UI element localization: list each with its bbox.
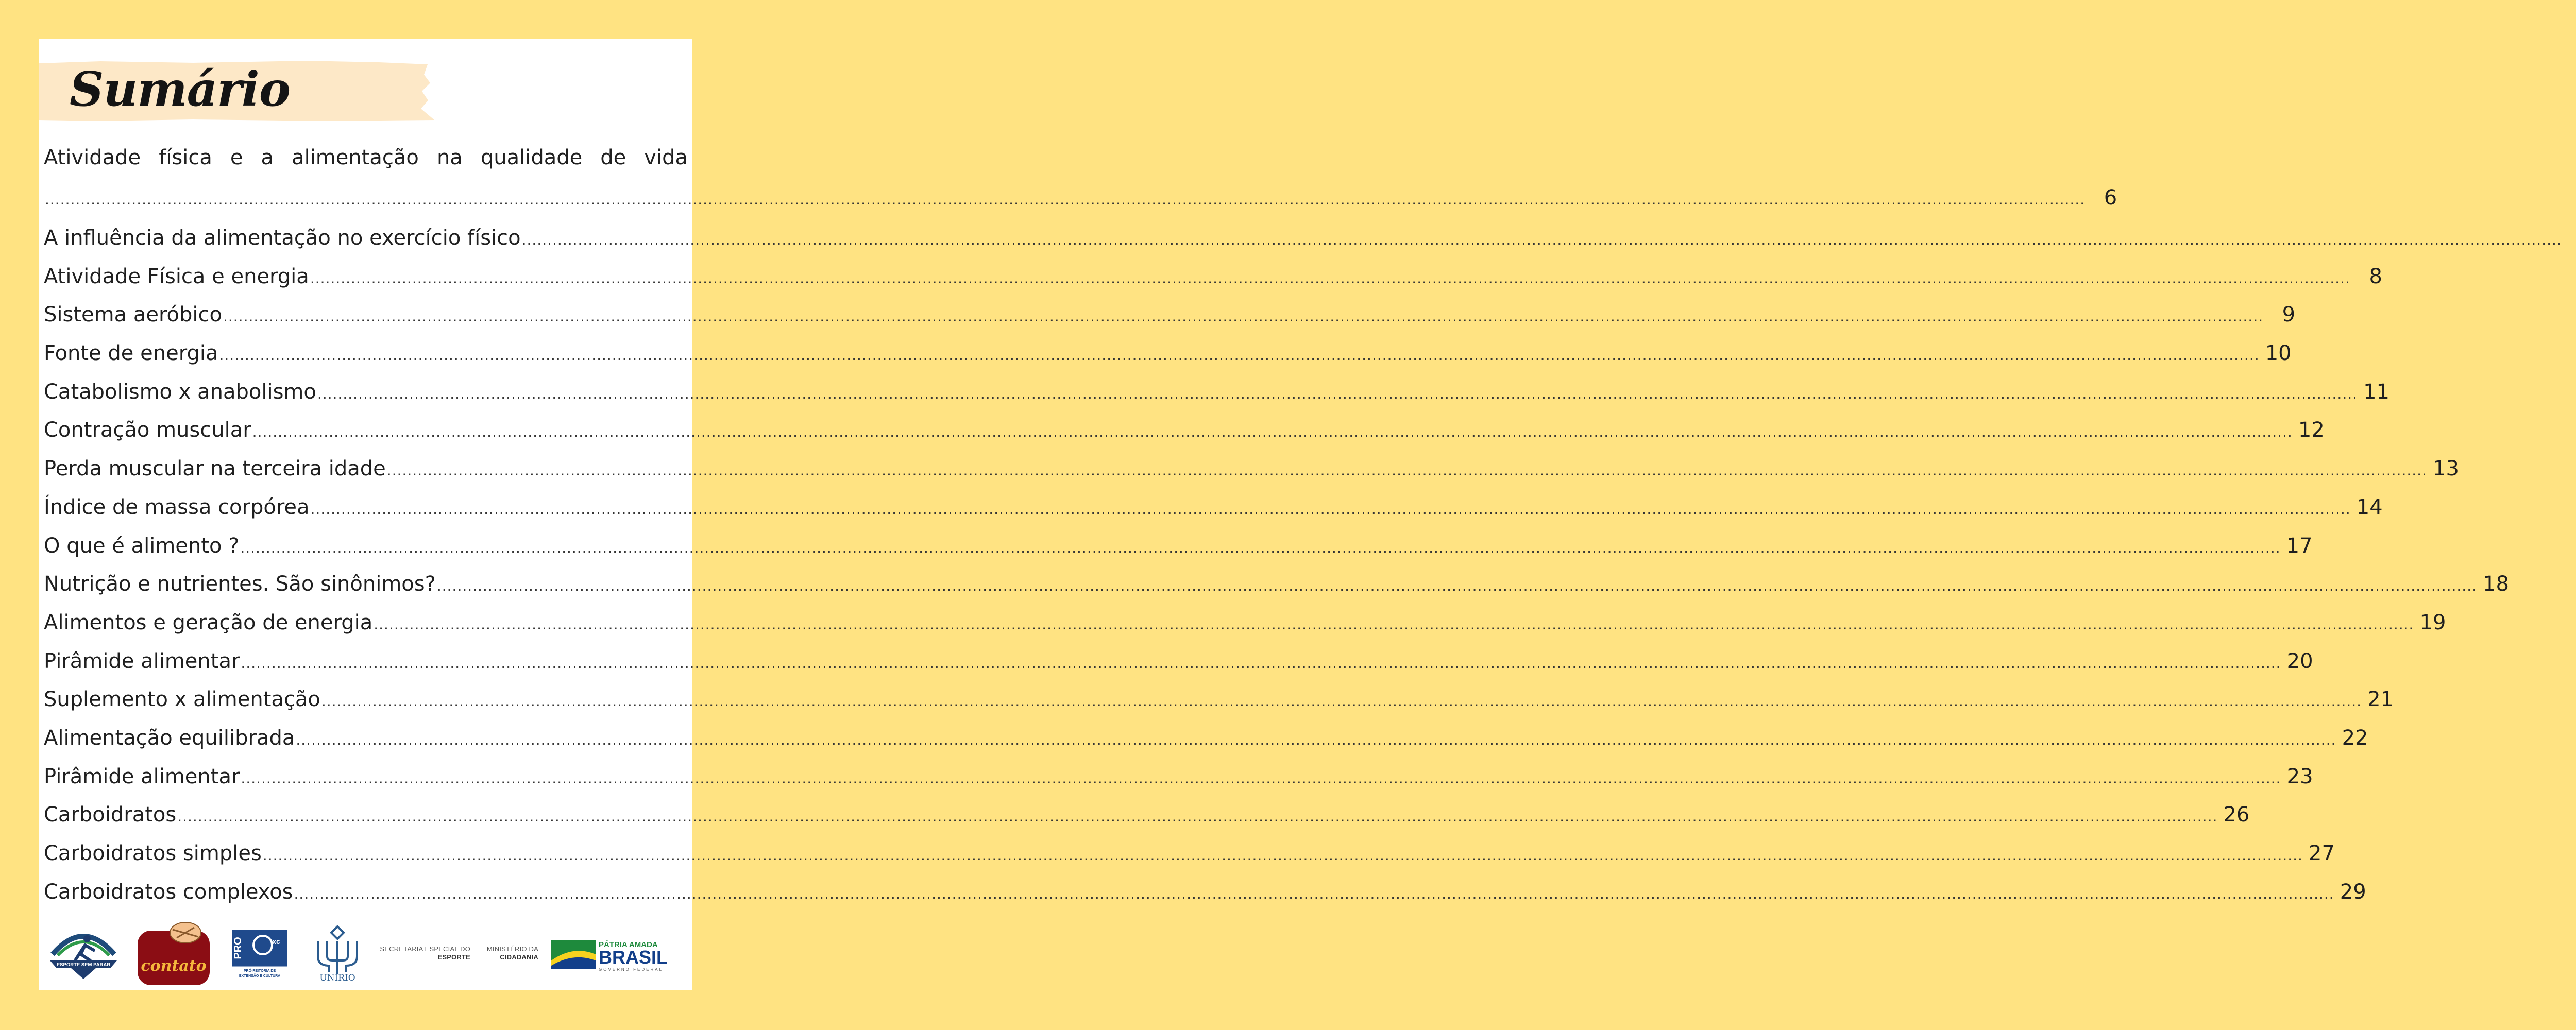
toc-leader-dots: ................................................................................................................................................................................................................................................................................................................................................................................................................ <box>317 385 2358 402</box>
toc-leader-dots: ................................................................................................................................................................................................................................................................................................................................................................................................................ <box>294 885 2334 902</box>
toc-entry[interactable] <box>44 418 2325 457</box>
toc-leader-dots: ................................................................................................................................................................................................................................................................................................................................................................................................................ <box>241 769 2281 787</box>
toc-page-number: 6 <box>2104 186 2117 210</box>
toc-entry[interactable] <box>44 610 2446 649</box>
toc-leader-dots: ................................................................................................................................................................................................................................................................................................................................................................................................................ <box>240 539 2281 556</box>
toc-leader-dots: ................................................................................................................................................................................................................................................................................................................................................................................................................ <box>321 693 2362 710</box>
toc-page-number: 27 <box>2309 842 2335 865</box>
esporte-sem-parar-text: ESPORTE SEM PARAR <box>56 962 111 968</box>
toc-page-number: 23 <box>2286 764 2313 788</box>
toc-entry-label: Fonte de energia <box>44 341 218 366</box>
toc-entry-label: Índice de massa corpórea <box>44 495 310 519</box>
toc-entry-label: Pirâmide alimentar <box>44 764 240 788</box>
toc-word: de <box>600 146 626 169</box>
toc-leader-dots: ................................................................................................................................................................................................................................................................................................................................................................................................................ <box>45 191 2086 208</box>
esporte-sem-parar-logo <box>45 923 122 981</box>
unirio-text: UNIRIO <box>319 973 355 983</box>
document-page <box>39 39 2562 990</box>
toc-page-number: 13 <box>2433 457 2459 481</box>
toc-entry[interactable] <box>44 803 2250 842</box>
toc-page-number <box>2567 226 2576 250</box>
toc-entry[interactable] <box>44 534 2313 573</box>
toc-entry-first[interactable] <box>44 146 2117 226</box>
contato-logo <box>137 919 211 986</box>
governo-federal-logo <box>551 935 677 972</box>
toc-page-number: 11 <box>2363 380 2390 404</box>
toc-entry[interactable] <box>44 264 2382 303</box>
toc-entry-label: Nutrição e nutrientes. São sinônimos? <box>44 572 436 596</box>
proexc-icon <box>232 930 287 979</box>
ministerio-line-2: CIDADANIA <box>500 953 538 961</box>
toc-page-number: 8 <box>2369 264 2382 288</box>
toc-entry-label: Carboidratos simples <box>44 842 262 865</box>
toc-word: alimentação <box>292 146 419 169</box>
proexc-subtitle-2: EXTENSÃO E CULTURA <box>239 974 281 978</box>
toc-entry-label: O que é alimento ? <box>44 534 240 558</box>
proexc-pro-text: PRO <box>232 937 244 959</box>
toc-entry-first-words <box>44 146 688 186</box>
unirio-logo <box>312 924 363 982</box>
ministerio-cidadania-logo <box>477 945 538 962</box>
toc-entry-label: Alimentos e geração de energia <box>44 610 373 634</box>
toc-entry-label: Contração muscular <box>44 418 251 442</box>
toc-page-number: 17 <box>2286 534 2313 558</box>
toc-entry[interactable] <box>44 572 2509 611</box>
toc-entry-label: Carboidratos <box>44 803 177 827</box>
toc-word: Atividade <box>44 146 141 169</box>
toc-page-number: 26 <box>2223 803 2250 827</box>
toc-leader-dots: ................................................................................................................................................................................................................................................................................................................................................................................................................ <box>223 308 2264 325</box>
toc-page-number: 21 <box>2367 688 2394 712</box>
toc-page-number: 18 <box>2483 572 2509 596</box>
toc-entry[interactable] <box>44 303 2296 341</box>
toc-leader-dots: ................................................................................................................................................................................................................................................................................................................................................................................................................ <box>177 808 2218 826</box>
toc-entry[interactable] <box>44 226 2562 265</box>
toc-word: vida <box>644 146 688 169</box>
toc-entry-label: Catabolismo x anabolismo <box>44 380 316 404</box>
toc-leader-dots: ................................................................................................................................................................................................................................................................................................................................................................................................................ <box>436 577 2477 595</box>
toc-word: qualidade <box>480 146 583 169</box>
ministerio-line-1: MINISTÉRIO DA <box>486 945 538 953</box>
toc-entry[interactable] <box>44 495 2383 534</box>
toc-page-number: 22 <box>2342 726 2368 750</box>
toc-leader-dots: ................................................................................................................................................................................................................................................................................................................................................................................................................ <box>310 269 2350 287</box>
toc-entry[interactable] <box>44 457 2459 495</box>
sponsor-logos <box>39 919 692 986</box>
toc-word: a <box>261 146 274 169</box>
toc-page-number: 12 <box>2298 418 2325 442</box>
toc-entry[interactable] <box>44 880 2366 919</box>
proexc-subtitle-1: PRÓ-REITORIA DE <box>243 969 276 973</box>
toc-page-number: 19 <box>2419 610 2446 634</box>
brasil-line-2: BRASIL <box>599 947 668 968</box>
secretaria-esporte-logo <box>378 945 470 962</box>
toc-page-number: 20 <box>2286 649 2313 673</box>
toc-entry[interactable] <box>44 341 2292 380</box>
contato-text: contato <box>141 957 207 975</box>
toc-entry-label: Carboidratos complexos <box>44 880 293 904</box>
toc-word: na <box>436 146 463 169</box>
toc-entry[interactable] <box>44 764 2313 803</box>
toc-entry-label: Atividade Física e energia <box>44 264 309 288</box>
brasil-line-1: PÁTRIA AMADA <box>599 940 658 949</box>
toc-leader-dots: ................................................................................................................................................................................................................................................................................................................................................................................................................ <box>262 847 2303 864</box>
page-title: Sumário <box>70 61 291 117</box>
toc-leader-dots: ................................................................................................................................................................................................................................................................................................................................................................................................................ <box>219 347 2260 364</box>
toc-word: física <box>159 146 212 169</box>
toc-page-number: 10 <box>2265 341 2292 366</box>
toc-leader-dots: ................................................................................................................................................................................................................................................................................................................................................................................................................ <box>521 231 2562 248</box>
toc-entry-label: Alimentação equilibrada <box>44 726 295 750</box>
table-of-contents <box>44 146 2562 918</box>
proexc-logo <box>232 930 287 979</box>
esporte-sem-parar-icon <box>45 923 122 981</box>
toc-leader-dots: ................................................................................................................................................................................................................................................................................................................................................................................................................ <box>386 462 2427 479</box>
toc-word: e <box>230 146 243 169</box>
proexc-xc-text: xc <box>272 937 280 946</box>
toc-entry[interactable] <box>44 649 2313 688</box>
toc-page-number: 9 <box>2282 303 2296 327</box>
toc-entry-label: Perda muscular na terceira idade <box>44 457 386 481</box>
toc-page-number: 14 <box>2356 495 2383 519</box>
toc-entry[interactable] <box>44 842 2335 880</box>
toc-leader-dots: ................................................................................................................................................................................................................................................................................................................................................................................................................ <box>374 615 2414 633</box>
toc-entry[interactable] <box>44 380 2390 419</box>
toc-entry-list <box>44 226 2562 918</box>
toc-entry-label: A influência da alimentação no exercício físico <box>44 226 521 250</box>
toc-entry[interactable] <box>44 726 2368 765</box>
brasil-line-3: GOVERNO FEDERAL <box>599 967 664 972</box>
toc-entry-label: Sistema aeróbico <box>44 303 222 327</box>
toc-leader-dots: ................................................................................................................................................................................................................................................................................................................................................................................................................ <box>310 500 2351 518</box>
toc-entry-label: Pirâmide alimentar <box>44 649 240 673</box>
toc-leader-dots: ................................................................................................................................................................................................................................................................................................................................................................................................................ <box>296 731 2336 748</box>
toc-entry[interactable] <box>44 688 2394 726</box>
title-banner <box>39 59 435 122</box>
contato-icon <box>137 919 211 986</box>
unirio-icon <box>312 924 363 982</box>
toc-leader-dots: ................................................................................................................................................................................................................................................................................................................................................................................................................ <box>241 654 2281 672</box>
brasil-flag-icon <box>551 935 677 972</box>
secretaria-line-1: SECRETARIA ESPECIAL DO <box>380 945 470 953</box>
toc-leader-dots: ................................................................................................................................................................................................................................................................................................................................................................................................................ <box>252 423 2293 441</box>
toc-entry-label: Suplemento x alimentação <box>44 688 320 712</box>
toc-page-number: 29 <box>2340 880 2366 904</box>
secretaria-line-2: ESPORTE <box>437 953 470 961</box>
